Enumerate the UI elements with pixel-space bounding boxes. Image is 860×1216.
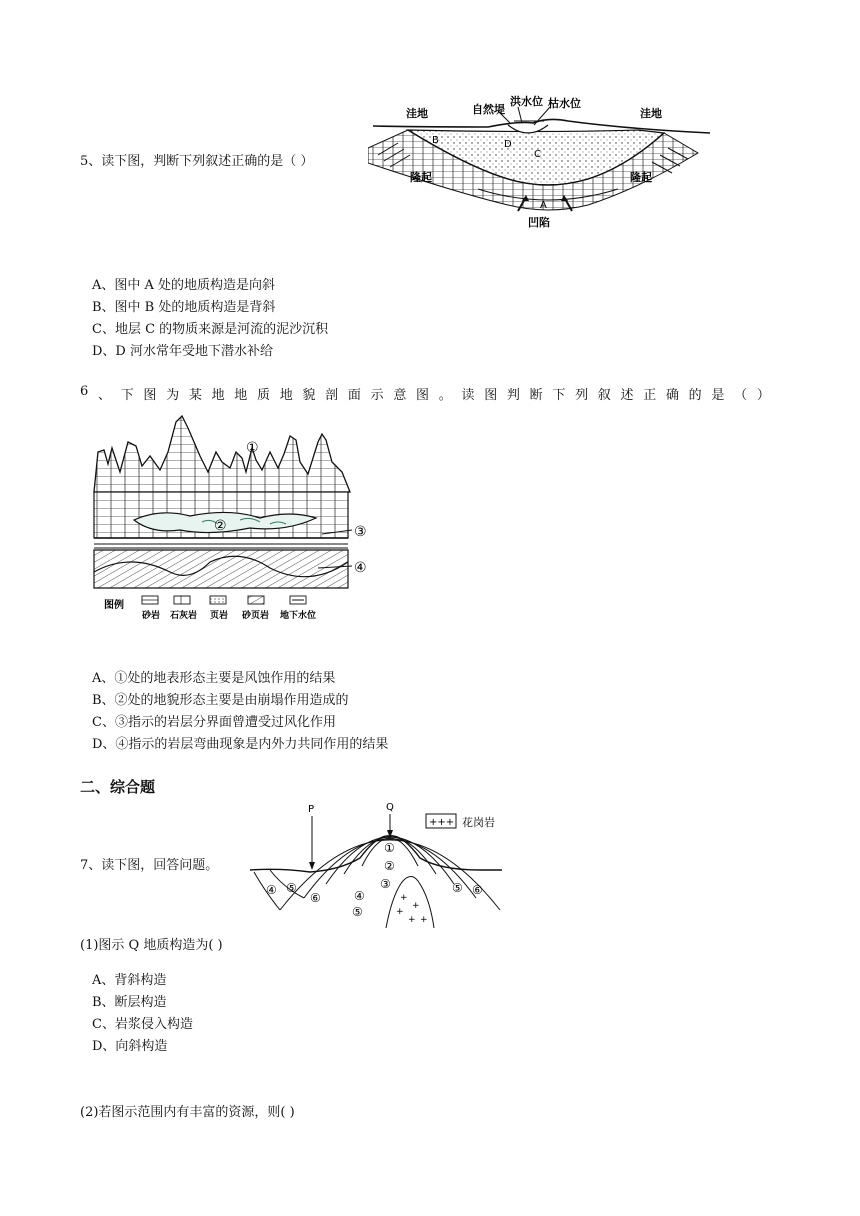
label-q: Q (386, 802, 394, 813)
label-layer-4-left: ④ (266, 883, 277, 897)
label-wadi-right: 洼地 (640, 107, 662, 120)
legend-swatch-limestone (174, 596, 190, 604)
label-layer-4-mid: ④ (354, 889, 365, 903)
section-title: 二、综合题 (80, 778, 156, 796)
label-circle-2: ② (214, 518, 227, 534)
q6-figure-karst-cross-section (90, 412, 370, 624)
q7-option-c[interactable]: C、岩浆侵入构造 (92, 1017, 193, 1032)
label-circle-4: ④ (354, 560, 367, 576)
label-c: C (534, 149, 541, 160)
q7-option-d[interactable]: D、向斜构造 (92, 1039, 168, 1054)
q7-stem: 7、读下图，回答问题。 (80, 858, 219, 873)
label-a: A (540, 200, 547, 211)
granite-plus: + (400, 893, 408, 903)
granite-plus: + (420, 915, 428, 925)
q7-sub1-options (92, 970, 193, 1058)
q6-option-c[interactable]: C、③指示的岩层分界面曾遭受过风化作用 (92, 715, 336, 730)
label-uplift-left: 隆起 (410, 171, 432, 184)
label-p: P (308, 804, 315, 815)
q5-stem: 5、读下图，判断下列叙述正确的是（ ） (80, 154, 314, 169)
q5-option-d[interactable]: D、D 河水常年受地下潜水补给 (92, 344, 273, 359)
q7-sub1-stem: (1)图示 Q 地质构造为( ) (80, 938, 223, 953)
label-layer-5-left: ⑤ (286, 881, 297, 895)
q6-option-b[interactable]: B、②处的地貌形态主要是由崩塌作用造成的 (92, 693, 349, 708)
label-circle-3: ③ (354, 524, 367, 540)
legend-sandstone: 砂岩 (142, 611, 161, 621)
q5-option-c[interactable]: C、地层 C 的物质来源是河流的泥沙沉积 (92, 322, 329, 337)
q6-option-a[interactable]: A、①处的地表形态主要是风蚀作用的结果 (92, 671, 336, 686)
legend-water-table: 地下水位 (280, 611, 317, 621)
label-layer-1: ① (384, 841, 395, 855)
label-wadi-left: 洼地 (406, 107, 428, 120)
legend-granite-text: 花岗岩 (462, 816, 495, 829)
q7-option-a[interactable]: A、背斜构造 (92, 973, 167, 988)
q6-options (92, 668, 388, 756)
q5-figure-river-cross-section (368, 93, 714, 233)
legend-shale: 页岩 (210, 611, 229, 621)
label-depression: 凹陷 (528, 216, 550, 229)
label-layer-3: ③ (380, 877, 391, 891)
legend-title: 图例 (104, 600, 124, 611)
label-layer-6-left: ⑥ (310, 891, 321, 905)
granite-plus: + (396, 907, 404, 917)
legend-limestone: 石灰岩 (170, 611, 198, 621)
granite-plus: + (412, 901, 420, 911)
legend-sandy-shale: 砂页岩 (242, 611, 270, 621)
q5-option-b[interactable]: B、图中 B 处的地质构造是背斜 (92, 300, 276, 315)
label-natural-levee: 自然堤 (472, 103, 505, 116)
label-dry-level: 枯水位 (548, 97, 581, 110)
granite-plus: + (408, 915, 416, 925)
q6-stem: 6 、 下 图 为 某 地 地 质 地 貌 剖 面 示 意 图 。 读 图 判 断 下 列 叙 述 正 确 的 是 （ ） (80, 384, 770, 403)
q5-option-a[interactable]: A、图中 A 处的地质构造是向斜 (92, 278, 276, 293)
q5-options (92, 275, 328, 363)
label-flood-level: 洪水位 (510, 95, 543, 108)
q7-sub2-stem: (2)若图示范围内有丰富的资源，则( ) (80, 1105, 295, 1120)
label-layer-6-right: ⑥ (472, 883, 483, 897)
q7-figure-geologic-section (240, 800, 512, 930)
q6-option-d[interactable]: D、④指示的岩层弯曲现象是内外力共同作用的结果 (92, 737, 389, 752)
q7-option-b[interactable]: B、断层构造 (92, 995, 167, 1010)
label-layer-5-mid: ⑤ (352, 905, 363, 919)
label-layer-5-right: ⑤ (452, 881, 463, 895)
legend-swatch-sandy-shale (248, 596, 264, 604)
label-circle-1: ① (246, 440, 259, 456)
label-uplift-right: 隆起 (630, 171, 652, 184)
legend-swatch-shale (210, 596, 226, 604)
label-layer-2: ② (384, 859, 395, 873)
label-d: D (504, 139, 512, 150)
label-b: B (432, 135, 439, 146)
legend-granite-symbol: +++ (429, 817, 455, 828)
